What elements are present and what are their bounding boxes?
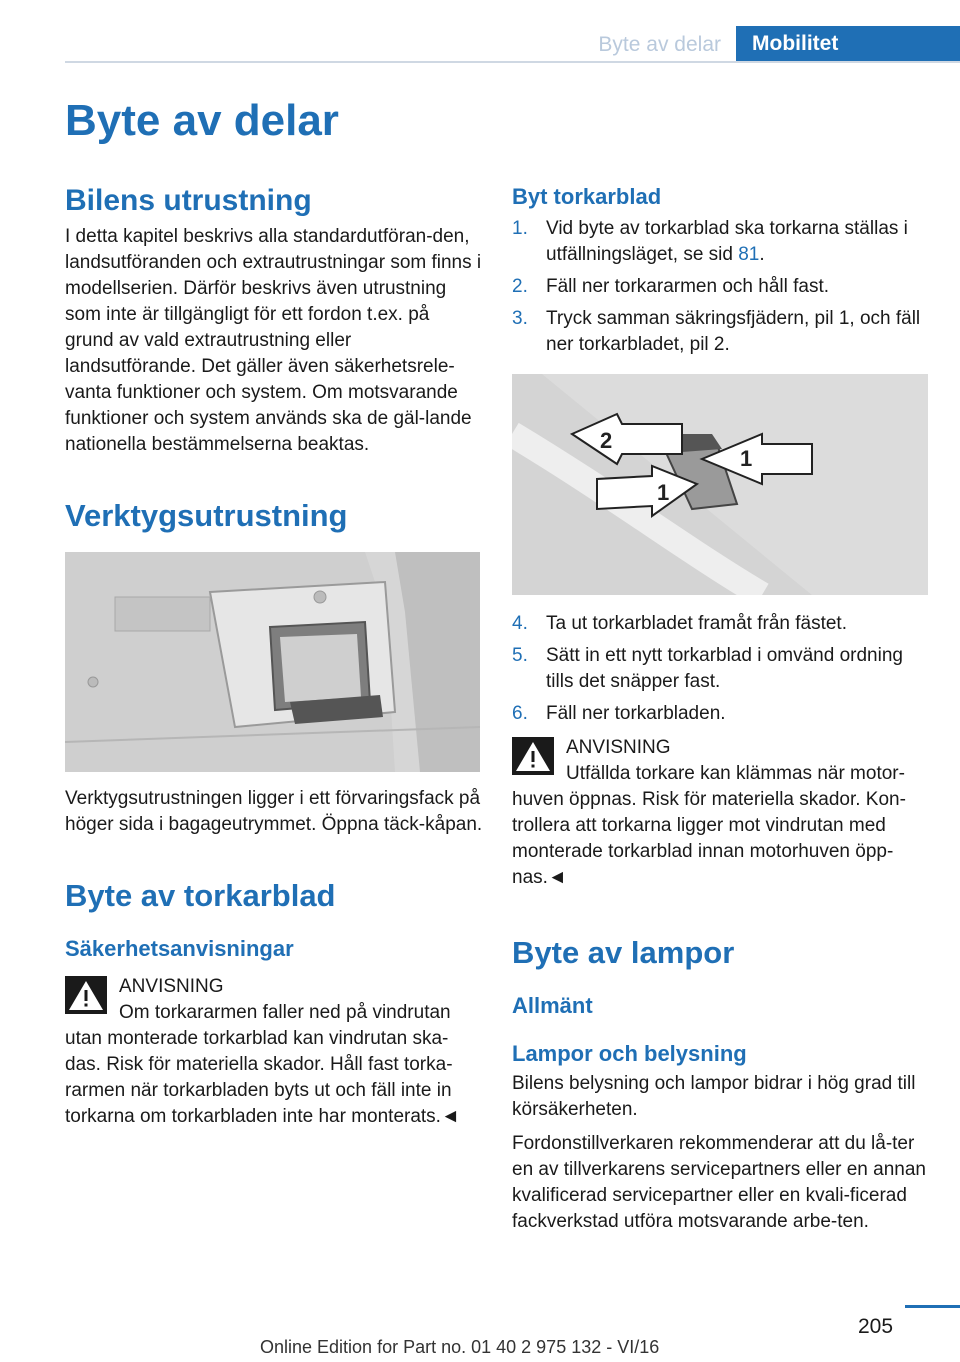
list-item [512, 643, 930, 695]
step-text-end: . [759, 244, 765, 265]
step-number: 2. [512, 276, 528, 297]
replace-heading: Byt torkarblad [512, 184, 662, 209]
step-number: 5. [512, 645, 528, 666]
steps-list-b [512, 611, 930, 727]
lamps-paragraph-2: Fordonstillverkaren rekommenderar att du lå-ter en av tillverkarens servicepartners eller en annan kvalificerad servicepartner eller en kvali-ficerad fackverkstad utföra motsvarande arbe-ten. [512, 1133, 926, 1232]
warning-title: ANVISNING [119, 976, 224, 997]
page-link[interactable]: 81 [738, 244, 760, 265]
page-number: 205 [858, 1315, 894, 1338]
step-text: Ta ut torkarbladet framåt från fästet. [546, 613, 847, 634]
step-text: Tryck samman säkringsfjädern, pil 1, och fäll ner torkarbladet, pil 2. [546, 308, 921, 355]
lamps-paragraph-1: Bilens belysning och lampor bidrar i hög grad till körsäkerheten. [512, 1073, 916, 1120]
step-number: 6. [512, 703, 528, 724]
warning-text: Utfällda torkare kan klämmas när motor-huven öppnas. Risk för materiella skador. Kon-trollera att torkarna ligger mot vindrutan med monterade torkarblad innan motorhuven öpp-nas.◄ [512, 763, 906, 888]
step-text: Fäll ner torkarbladen. [546, 703, 726, 724]
edition-note: Online Edition for Part no. 01 40 2 975 132 - VI/16 [260, 1337, 660, 1357]
list-item [512, 701, 930, 727]
step-number: 3. [512, 308, 528, 329]
general-subheading: Allmänt [512, 993, 593, 1018]
steps-list-a [512, 216, 930, 358]
trunk-illustration [65, 552, 480, 772]
list-item [512, 216, 930, 268]
header-rule [65, 61, 960, 63]
figure-label: 1 [657, 480, 670, 505]
step-text: Sätt in ett nytt torkarblad i omvänd ordning tills det snäpper fast. [546, 645, 903, 692]
equipment-heading: Bilens utrustning [65, 184, 312, 217]
tools-heading: Verktygsutrustning [65, 498, 348, 533]
running-header-section: Byte av delar [598, 33, 721, 56]
warning-icon [65, 976, 107, 1014]
warning-icon [512, 737, 554, 775]
step-number: 4. [512, 613, 528, 634]
footer-rule [905, 1305, 960, 1308]
step-number: 1. [512, 218, 528, 239]
equipment-text: I detta kapitel beskrivs alla standardutföran-den, landsutföranden och extrautrustningar som finns i modellserien. Därför beskrivs även utrustning som inte är tillgängligt för ett fordon t.ex. på grund av vald extrautrustning eller landsutförande. Det gäller även säkerhetsrele-vanta funktioner och system. Om motsvarande funktioner och system används ska de gäl-lande nationella bestämmelserna beaktas. [65, 226, 482, 455]
figure-label: 1 [740, 446, 753, 471]
tools-caption: Verktygsutrustningen ligger i ett förvaringsfack på höger sida i bagageutrymmet. Öppna täck-kåpan. [65, 788, 483, 835]
hood-warning [512, 735, 930, 891]
left-column [65, 184, 483, 1130]
warning-title: ANVISNING [566, 737, 671, 758]
step-text: Vid byte av torkarblad ska torkarna ställas i utfällningsläget, se sid [546, 218, 908, 265]
trunk-tool-compartment-image [65, 552, 480, 772]
warning-text: Om torkararmen faller ned på vindrutan utan monterade torkarblad kan vindrutan ska-das. Risk för materiella skador. Håll fast torka-rarmen när torkarbladen byts ut och fäll inte in torkarna om torkarbladen inte har monterats.◄ [65, 1002, 460, 1127]
wiper-blade-image [512, 374, 928, 595]
wiper-illustration [512, 374, 928, 595]
wipers-heading: Byte av torkarblad [65, 878, 336, 913]
lighting-subheading: Lampor och belysning [512, 1041, 747, 1066]
figure-label: 2 [600, 428, 613, 453]
list-item [512, 306, 930, 358]
list-item [512, 274, 930, 300]
wiper-warning [65, 974, 483, 1130]
list-item [512, 611, 930, 637]
safety-subheading: Säkerhetsanvisningar [65, 936, 294, 961]
page-title: Byte av delar [65, 96, 339, 145]
chapter-tab: Mobilitet [736, 26, 960, 62]
right-column [512, 184, 930, 1235]
lamps-heading: Byte av lampor [512, 935, 735, 970]
step-text: Fäll ner torkararmen och håll fast. [546, 276, 830, 297]
